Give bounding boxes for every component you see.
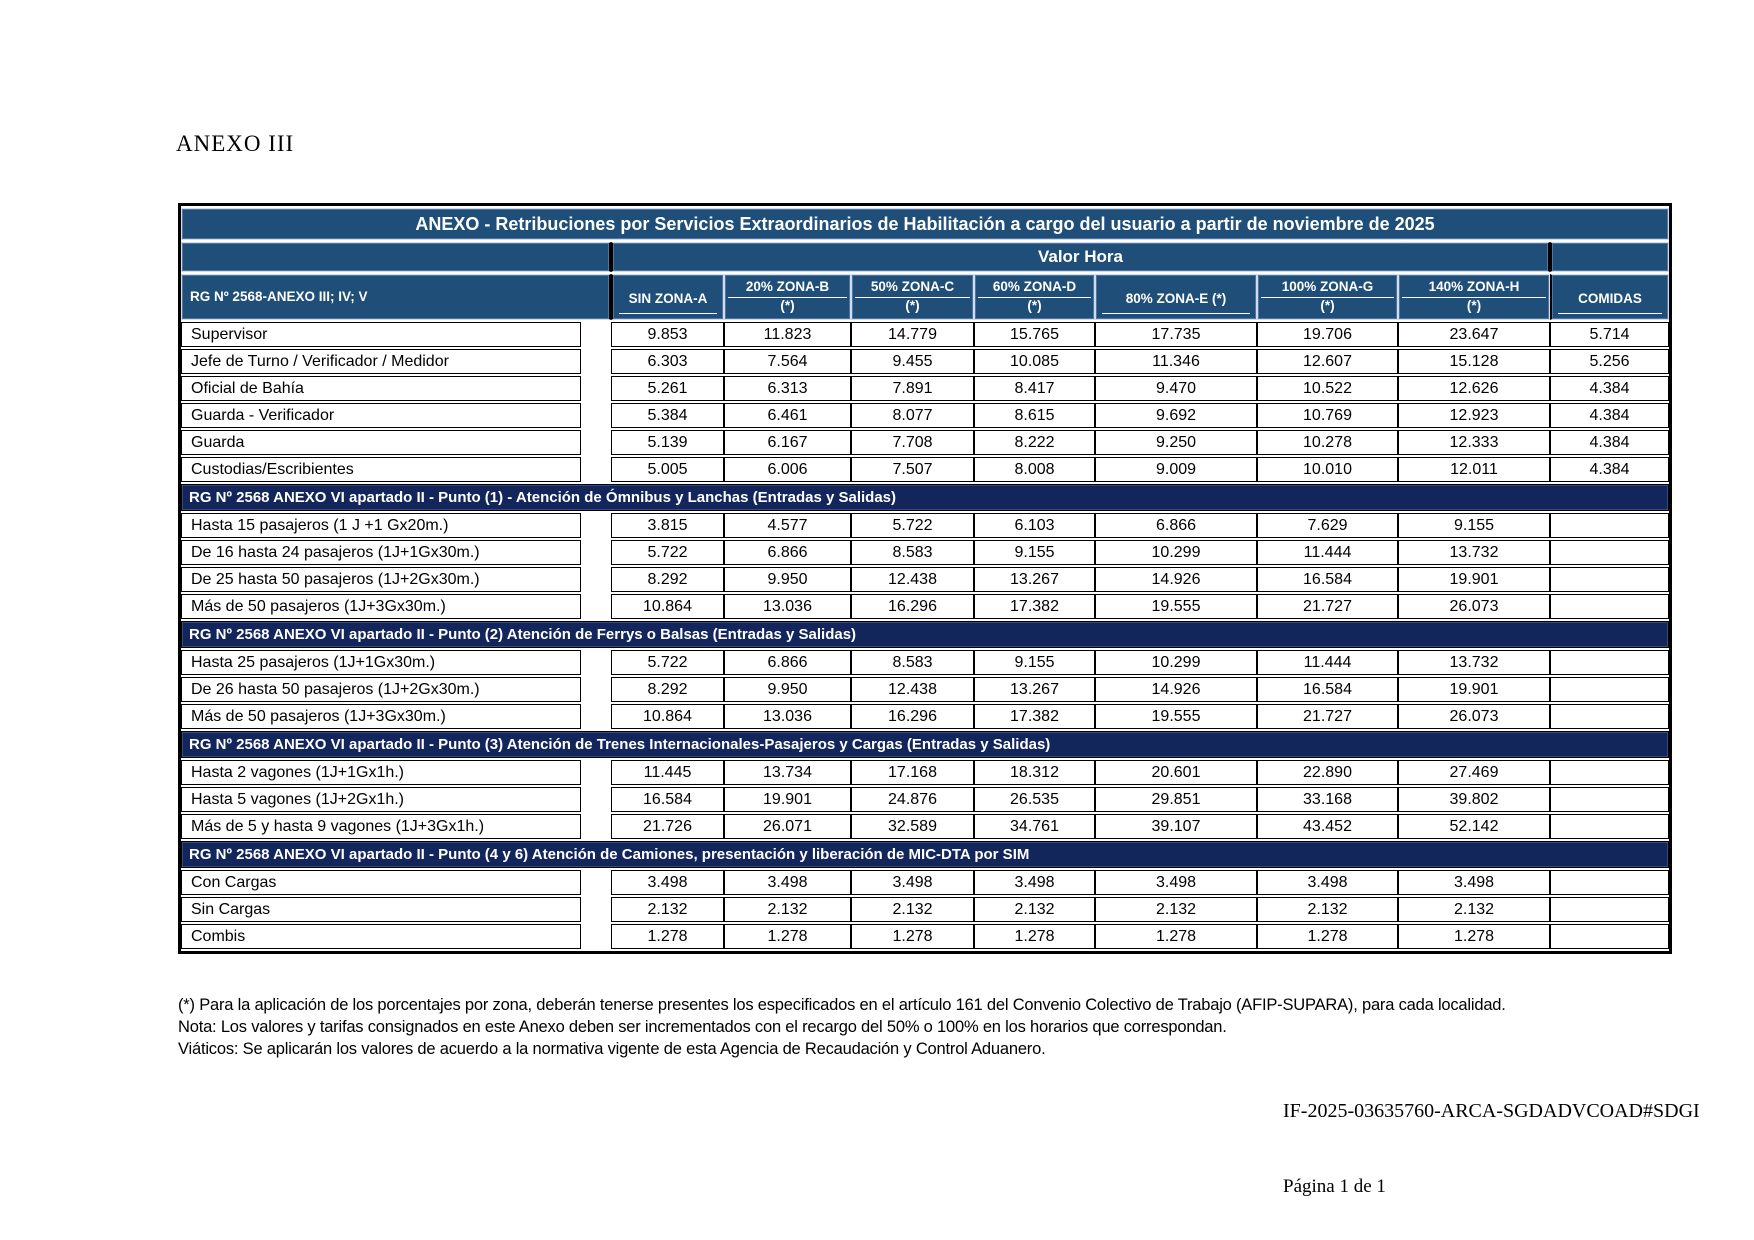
value-cell-zone-1: 9.950 <box>724 677 851 702</box>
comidas-cell: 4.384 <box>1550 403 1669 428</box>
section-header-2: RG Nº 2568 ANEXO VI apartado II - Punto (2) Atención de Ferrys o Balsas (Entradas y Salidas) <box>181 621 1669 648</box>
zone-name: 60% ZONA-D <box>978 279 1091 298</box>
value-cell-zone-1: 6.866 <box>724 540 851 565</box>
value-cell-zone-6: 19.901 <box>1398 567 1550 592</box>
value-cell-zone-3: 13.267 <box>974 567 1095 592</box>
value-cell-zone-0: 2.132 <box>611 897 724 922</box>
value-cell-zone-0: 6.303 <box>611 349 724 374</box>
row-label: Sin Cargas <box>181 897 581 922</box>
value-cell-zone-2: 32.589 <box>851 814 974 839</box>
table-row <box>181 567 1669 592</box>
value-cell-zone-2: 12.438 <box>851 567 974 592</box>
value-cell-zone-5: 22.890 <box>1257 760 1398 785</box>
table-row <box>181 403 1669 428</box>
value-cell-zone-5: 21.727 <box>1257 704 1398 729</box>
column-header-zone-6 <box>1398 274 1550 320</box>
comidas-cell <box>1550 540 1669 565</box>
table-row <box>181 457 1669 482</box>
value-cell-zone-6: 26.073 <box>1398 594 1550 619</box>
table-row <box>181 540 1669 565</box>
value-cell-zone-0: 21.726 <box>611 814 724 839</box>
value-cell-zone-1: 3.498 <box>724 870 851 895</box>
value-cell-zone-1: 13.036 <box>724 704 851 729</box>
section-header-3: RG Nº 2568 ANEXO VI apartado II - Punto (3) Atención de Trenes Internacionales-Pasajeros y Cargas (Entradas y Salidas) <box>181 731 1669 758</box>
value-cell-zone-1: 4.577 <box>724 513 851 538</box>
comidas-cell: 4.384 <box>1550 457 1669 482</box>
value-cell-zone-5: 16.584 <box>1257 567 1398 592</box>
zone-asterisk: (*) <box>905 298 920 313</box>
value-cell-zone-2: 7.507 <box>851 457 974 482</box>
table-row <box>181 897 1669 922</box>
value-cell-zone-3: 8.008 <box>974 457 1095 482</box>
value-cell-zone-4: 29.851 <box>1095 787 1257 812</box>
row-label: De 16 hasta 24 pasajeros (1J+1Gx30m.) <box>181 540 581 565</box>
table-row <box>181 760 1669 785</box>
zone-asterisk: (*) <box>780 298 795 313</box>
value-cell-zone-3: 13.267 <box>974 677 1095 702</box>
value-cell-zone-6: 12.333 <box>1398 430 1550 455</box>
row-label: Guarda <box>181 430 581 455</box>
value-cell-zone-3: 17.382 <box>974 704 1095 729</box>
row-label: Guarda - Verificador <box>181 403 581 428</box>
row-label: Custodias/Escribientes <box>181 457 581 482</box>
value-cell-zone-0: 11.445 <box>611 760 724 785</box>
value-cell-zone-1: 11.823 <box>724 322 851 347</box>
column-header-zone-4 <box>1095 274 1257 320</box>
value-cell-zone-5: 33.168 <box>1257 787 1398 812</box>
value-cell-zone-0: 3.815 <box>611 513 724 538</box>
value-cell-zone-1: 1.278 <box>724 924 851 949</box>
row-label: De 26 hasta 50 pasajeros (1J+2Gx30m.) <box>181 677 581 702</box>
table-row <box>181 594 1669 619</box>
row-label: Más de 5 y hasta 9 vagones (1J+3Gx1h.) <box>181 814 581 839</box>
value-cell-zone-1: 13.734 <box>724 760 851 785</box>
comidas-cell: 5.714 <box>1550 322 1669 347</box>
value-cell-zone-2: 7.708 <box>851 430 974 455</box>
value-cell-zone-2: 8.583 <box>851 650 974 675</box>
gutter <box>581 760 611 785</box>
header-empty-comidas <box>1550 242 1669 272</box>
gutter <box>581 567 611 592</box>
section-row <box>181 484 1669 511</box>
value-cell-zone-1: 6.461 <box>724 403 851 428</box>
zone-name: 50% ZONA-C <box>855 279 970 298</box>
table-row <box>181 349 1669 374</box>
gutter <box>581 677 611 702</box>
comidas-cell: 5.256 <box>1550 349 1669 374</box>
value-cell-zone-0: 5.722 <box>611 540 724 565</box>
value-cell-zone-5: 10.278 <box>1257 430 1398 455</box>
column-header-zone-2 <box>851 274 974 320</box>
gutter <box>581 870 611 895</box>
table-row <box>181 704 1669 729</box>
value-cell-zone-4: 3.498 <box>1095 870 1257 895</box>
table-row <box>181 376 1669 401</box>
value-cell-zone-0: 5.722 <box>611 650 724 675</box>
value-cell-zone-3: 9.155 <box>974 540 1095 565</box>
value-cell-zone-1: 9.950 <box>724 567 851 592</box>
table-row <box>181 814 1669 839</box>
value-cell-zone-2: 8.077 <box>851 403 974 428</box>
column-header-zone-5 <box>1257 274 1398 320</box>
footnote-2: Viáticos: Se aplicarán los valores de acuerdo a la normativa vigente de esta Agencia de Recaudación y Control Aduanero. <box>178 1039 1046 1058</box>
value-cell-zone-0: 1.278 <box>611 924 724 949</box>
value-cell-zone-6: 13.732 <box>1398 650 1550 675</box>
gutter <box>581 457 611 482</box>
gutter <box>581 513 611 538</box>
gutter <box>581 540 611 565</box>
gutter <box>581 594 611 619</box>
comidas-cell <box>1550 814 1669 839</box>
tariff-table <box>178 203 1672 954</box>
table-title: ANEXO - Retribuciones por Servicios Extraordinarios de Habilitación a cargo del usuario a partir de noviembre de 2025 <box>181 208 1669 240</box>
value-cell-zone-5: 11.444 <box>1257 540 1398 565</box>
value-cell-zone-2: 17.168 <box>851 760 974 785</box>
value-cell-zone-3: 8.417 <box>974 376 1095 401</box>
value-cell-zone-3: 26.535 <box>974 787 1095 812</box>
tariff-table-grid <box>181 206 1669 951</box>
value-cell-zone-0: 5.139 <box>611 430 724 455</box>
row-label: De 25 hasta 50 pasajeros (1J+2Gx30m.) <box>181 567 581 592</box>
section-row <box>181 731 1669 758</box>
value-cell-zone-1: 6.167 <box>724 430 851 455</box>
value-cell-zone-4: 19.555 <box>1095 704 1257 729</box>
row-label: Hasta 15 pasajeros (1 J +1 Gx20m.) <box>181 513 581 538</box>
value-cell-zone-2: 1.278 <box>851 924 974 949</box>
column-header-comidas <box>1550 274 1669 320</box>
section-header-1: RG Nº 2568 ANEXO VI apartado II - Punto (1) - Atención de Ómnibus y Lanchas (Entradas y Salidas) <box>181 484 1669 511</box>
gutter <box>581 430 611 455</box>
value-cell-zone-4: 17.735 <box>1095 322 1257 347</box>
row-label: Combis <box>181 924 581 949</box>
value-cell-zone-6: 12.626 <box>1398 376 1550 401</box>
row-label: Jefe de Turno / Verificador / Medidor <box>181 349 581 374</box>
value-cell-zone-5: 16.584 <box>1257 677 1398 702</box>
value-cell-zone-4: 39.107 <box>1095 814 1257 839</box>
comidas-cell <box>1550 650 1669 675</box>
zone-name: 100% ZONA-G <box>1261 279 1394 298</box>
table-row <box>181 322 1669 347</box>
table-row <box>181 513 1669 538</box>
value-cell-zone-3: 8.222 <box>974 430 1095 455</box>
value-cell-zone-2: 9.455 <box>851 349 974 374</box>
value-cell-zone-6: 13.732 <box>1398 540 1550 565</box>
value-cell-zone-1: 6.866 <box>724 650 851 675</box>
column-header-zone-1 <box>724 274 851 320</box>
gutter <box>581 787 611 812</box>
value-cell-zone-3: 3.498 <box>974 870 1095 895</box>
gutter <box>581 349 611 374</box>
value-cell-zone-1: 13.036 <box>724 594 851 619</box>
value-cell-zone-6: 27.469 <box>1398 760 1550 785</box>
comidas-cell <box>1550 870 1669 895</box>
column-header-row <box>181 274 1669 320</box>
value-cell-zone-1: 6.006 <box>724 457 851 482</box>
value-cell-zone-5: 7.629 <box>1257 513 1398 538</box>
value-cell-zone-2: 8.583 <box>851 540 974 565</box>
comidas-cell <box>1550 760 1669 785</box>
value-cell-zone-0: 5.005 <box>611 457 724 482</box>
gutter <box>581 322 611 347</box>
value-cell-zone-4: 20.601 <box>1095 760 1257 785</box>
value-cell-zone-4: 9.250 <box>1095 430 1257 455</box>
value-cell-zone-6: 23.647 <box>1398 322 1550 347</box>
comidas-cell <box>1550 513 1669 538</box>
zone-name: 20% ZONA-B <box>728 279 847 298</box>
table-title-row <box>181 208 1669 240</box>
value-cell-zone-3: 2.132 <box>974 897 1095 922</box>
value-cell-zone-4: 11.346 <box>1095 349 1257 374</box>
row-group-header: RG Nº 2568-ANEXO III; IV; V <box>181 274 611 320</box>
value-cell-zone-6: 15.128 <box>1398 349 1550 374</box>
footnote-1: Nota: Los valores y tarifas consignados en este Anexo deben ser incrementados con el recargo del 50% o 100% en los horarios que correspondan. <box>178 1017 1227 1036</box>
value-cell-zone-5: 2.132 <box>1257 897 1398 922</box>
value-cell-zone-6: 39.802 <box>1398 787 1550 812</box>
gutter <box>581 376 611 401</box>
value-cell-zone-0: 3.498 <box>611 870 724 895</box>
row-label: Más de 50 pasajeros (1J+3Gx30m.) <box>181 594 581 619</box>
value-cell-zone-6: 12.011 <box>1398 457 1550 482</box>
valor-hora-header: Valor Hora <box>611 242 1550 272</box>
value-cell-zone-3: 1.278 <box>974 924 1095 949</box>
section-row <box>181 621 1669 648</box>
value-cell-zone-2: 14.779 <box>851 322 974 347</box>
value-cell-zone-6: 2.132 <box>1398 897 1550 922</box>
value-cell-zone-1: 19.901 <box>724 787 851 812</box>
table-row <box>181 430 1669 455</box>
zone-asterisk: (*) <box>1320 298 1335 313</box>
document-id: IF-2025-03635760-ARCA-SGDADVCOAD#SDGI <box>1283 1100 1700 1122</box>
value-cell-zone-3: 10.085 <box>974 349 1095 374</box>
comidas-cell <box>1550 924 1669 949</box>
value-cell-zone-4: 2.132 <box>1095 897 1257 922</box>
gutter <box>581 814 611 839</box>
value-cell-zone-1: 2.132 <box>724 897 851 922</box>
row-label: Más de 50 pasajeros (1J+3Gx30m.) <box>181 704 581 729</box>
section-header-4: RG Nº 2568 ANEXO VI apartado II - Punto (4 y 6) Atención de Camiones, presentación y liberación de MIC-DTA por SIM <box>181 841 1669 868</box>
value-cell-zone-5: 11.444 <box>1257 650 1398 675</box>
value-cell-zone-0: 9.853 <box>611 322 724 347</box>
row-label: Hasta 5 vagones (1J+2Gx1h.) <box>181 787 581 812</box>
table-row <box>181 870 1669 895</box>
value-cell-zone-4: 10.299 <box>1095 540 1257 565</box>
value-cell-zone-2: 16.296 <box>851 704 974 729</box>
page-title: ANEXO III <box>176 131 295 156</box>
table-row <box>181 924 1669 949</box>
row-label: Supervisor <box>181 322 581 347</box>
zone-name: 140% ZONA-H <box>1402 279 1546 298</box>
value-cell-zone-5: 3.498 <box>1257 870 1398 895</box>
column-header-zone-0 <box>611 274 724 320</box>
comidas-cell <box>1550 897 1669 922</box>
value-cell-zone-6: 3.498 <box>1398 870 1550 895</box>
value-cell-zone-5: 19.706 <box>1257 322 1398 347</box>
comidas-cell <box>1550 704 1669 729</box>
value-cell-zone-0: 5.261 <box>611 376 724 401</box>
value-cell-zone-4: 14.926 <box>1095 567 1257 592</box>
value-cell-zone-1: 6.313 <box>724 376 851 401</box>
value-cell-zone-5: 10.010 <box>1257 457 1398 482</box>
value-cell-zone-6: 26.073 <box>1398 704 1550 729</box>
value-cell-zone-6: 19.901 <box>1398 677 1550 702</box>
row-label: Oficial de Bahía <box>181 376 581 401</box>
value-cell-zone-5: 21.727 <box>1257 594 1398 619</box>
row-label: Con Cargas <box>181 870 581 895</box>
comidas-cell <box>1550 677 1669 702</box>
value-cell-zone-4: 9.692 <box>1095 403 1257 428</box>
value-cell-zone-1: 26.071 <box>724 814 851 839</box>
comidas-cell <box>1550 787 1669 812</box>
value-cell-zone-2: 16.296 <box>851 594 974 619</box>
value-cell-zone-4: 1.278 <box>1095 924 1257 949</box>
column-header-zone-3 <box>974 274 1095 320</box>
value-cell-zone-0: 16.584 <box>611 787 724 812</box>
comidas-cell: 4.384 <box>1550 376 1669 401</box>
value-cell-zone-2: 2.132 <box>851 897 974 922</box>
value-cell-zone-4: 10.299 <box>1095 650 1257 675</box>
value-cell-zone-3: 9.155 <box>974 650 1095 675</box>
gutter <box>581 897 611 922</box>
value-cell-zone-5: 10.522 <box>1257 376 1398 401</box>
zone-asterisk: (*) <box>1466 298 1482 313</box>
page-number: Página 1 de 1 <box>1283 1176 1386 1197</box>
value-cell-zone-0: 8.292 <box>611 567 724 592</box>
zone-name: SIN ZONA-A <box>628 291 708 307</box>
value-cell-zone-4: 9.009 <box>1095 457 1257 482</box>
header-empty-left <box>181 242 611 272</box>
value-cell-zone-6: 12.923 <box>1398 403 1550 428</box>
section-row <box>181 841 1669 868</box>
value-cell-zone-2: 5.722 <box>851 513 974 538</box>
value-cell-zone-3: 8.615 <box>974 403 1095 428</box>
comidas-cell <box>1550 567 1669 592</box>
footnotes <box>178 995 1670 1060</box>
table-row <box>181 677 1669 702</box>
comidas-cell <box>1550 594 1669 619</box>
row-label: Hasta 25 pasajeros (1J+1Gx30m.) <box>181 650 581 675</box>
value-cell-zone-6: 9.155 <box>1398 513 1550 538</box>
value-cell-zone-6: 1.278 <box>1398 924 1550 949</box>
value-cell-zone-5: 12.607 <box>1257 349 1398 374</box>
value-cell-zone-1: 7.564 <box>724 349 851 374</box>
table-row <box>181 650 1669 675</box>
value-cell-zone-0: 8.292 <box>611 677 724 702</box>
column-header-comidas-label: COMIDAS <box>1578 291 1642 307</box>
valor-hora-row <box>181 242 1669 272</box>
value-cell-zone-6: 52.142 <box>1398 814 1550 839</box>
comidas-cell: 4.384 <box>1550 430 1669 455</box>
gutter <box>581 924 611 949</box>
value-cell-zone-5: 43.452 <box>1257 814 1398 839</box>
value-cell-zone-3: 34.761 <box>974 814 1095 839</box>
value-cell-zone-4: 14.926 <box>1095 677 1257 702</box>
value-cell-zone-4: 9.470 <box>1095 376 1257 401</box>
footnote-0: (*) Para la aplicación de los porcentajes por zona, deberán tenerse presentes los especificados en el artículo 161 del Convenio Colectivo de Trabajo (AFIP-SUPARA), para cada localidad. <box>178 996 1506 1014</box>
value-cell-zone-3: 18.312 <box>974 760 1095 785</box>
value-cell-zone-2: 7.891 <box>851 376 974 401</box>
gutter <box>581 403 611 428</box>
value-cell-zone-0: 5.384 <box>611 403 724 428</box>
gutter <box>581 704 611 729</box>
gutter <box>581 650 611 675</box>
zone-name: 80% ZONA-E (*) <box>1125 291 1227 307</box>
value-cell-zone-3: 15.765 <box>974 322 1095 347</box>
value-cell-zone-2: 12.438 <box>851 677 974 702</box>
zone-asterisk: (*) <box>1027 298 1042 313</box>
row-label: Hasta 2 vagones (1J+1Gx1h.) <box>181 760 581 785</box>
value-cell-zone-2: 3.498 <box>851 870 974 895</box>
value-cell-zone-4: 6.866 <box>1095 513 1257 538</box>
value-cell-zone-3: 6.103 <box>974 513 1095 538</box>
value-cell-zone-0: 10.864 <box>611 704 724 729</box>
value-cell-zone-5: 1.278 <box>1257 924 1398 949</box>
value-cell-zone-0: 10.864 <box>611 594 724 619</box>
value-cell-zone-4: 19.555 <box>1095 594 1257 619</box>
value-cell-zone-5: 10.769 <box>1257 403 1398 428</box>
value-cell-zone-3: 17.382 <box>974 594 1095 619</box>
value-cell-zone-2: 24.876 <box>851 787 974 812</box>
table-row <box>181 787 1669 812</box>
